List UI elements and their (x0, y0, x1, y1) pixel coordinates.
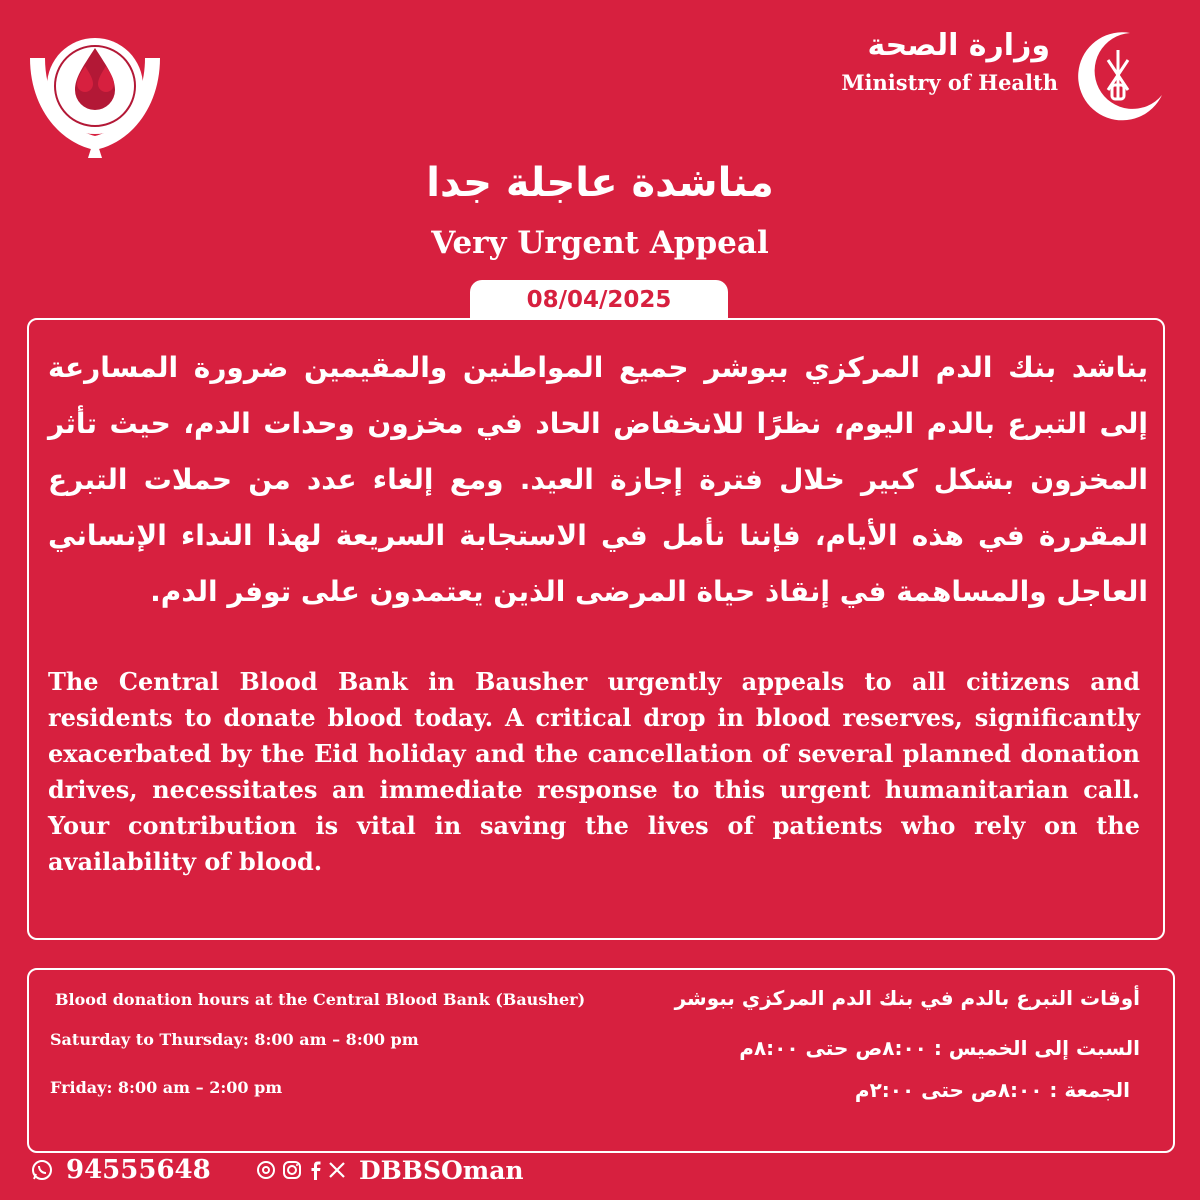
facebook-icon[interactable] (307, 1159, 323, 1181)
phone-contact[interactable] (30, 1150, 211, 1190)
social-handle-text: DBBSOman (359, 1155, 524, 1185)
hours-friday-english: Friday: 8:00 am – 2:00 pm (50, 1078, 283, 1097)
crescent-emblem-icon (1070, 25, 1170, 125)
hours-title-arabic: أوقات التبرع بالدم في بنك الدم المركزي ببوشر (674, 986, 1140, 1010)
x-icon[interactable] (327, 1160, 347, 1180)
appeal-date-badge: 08/04/2025 (470, 280, 728, 318)
blood-services-logo (20, 18, 170, 168)
social-handle[interactable] (255, 1150, 555, 1190)
title-arabic: مناشدة عاجلة جدا (426, 160, 774, 206)
whatsapp-icon (30, 1158, 54, 1182)
instagram-icon[interactable] (281, 1159, 303, 1181)
appeal-text-arabic: يناشد بنك الدم المركزي ببوشر جميع المواطنين والمقيمين ضرورة المسارعة إلى التبرع بالدم اليوم، نظرًا للانخفاض الحاد في مخزون وحدات الدم، حيث تأثر المخزون بشكل كبير خلال فترة إجازة العيد. ومع إلغاء عدد من حملات التبرع المقررة في هذه الأيام، فإننا نأمل في الاستجابة السريعة لهذا النداء الإنساني العاجل والمساهمة في إنقاذ حياة المرضى الذين يعتمدون على توفر الدم. (48, 351, 1148, 608)
title-english: Very Urgent Appeal (431, 225, 769, 261)
phone-number: 94555648 (66, 1155, 211, 1185)
appeal-text-english: The Central Blood Bank in Bausher urgently appeals to all citizens and residents to donate blood today. A critical drop in blood reserves, significantly exacerbated by the Eid holiday and the cancellation of several planned donation drives, necessitates an immediate response to this urgent humanitarian call. Your contribution is vital in saving the lives of patients who rely on the availability of blood. (48, 667, 1140, 876)
hours-weekdays-arabic: السبت إلى الخميس : ٨:٠٠ص حتى ٨:٠٠م (739, 1036, 1140, 1060)
hours-title-english: Blood donation hours at the Central Blood Bank (Bausher) (55, 990, 586, 1009)
hours-weekdays-english: Saturday to Thursday: 8:00 am – 8:00 pm (50, 1030, 419, 1049)
hours-friday-arabic: الجمعة : ٨:٠٠ص حتى ٢:٠٠م (854, 1078, 1130, 1102)
ministry-name-english: Ministry of Health (841, 70, 1058, 95)
threads-icon[interactable] (255, 1159, 277, 1181)
ministry-name-arabic: وزارة الصحة (867, 28, 1050, 63)
